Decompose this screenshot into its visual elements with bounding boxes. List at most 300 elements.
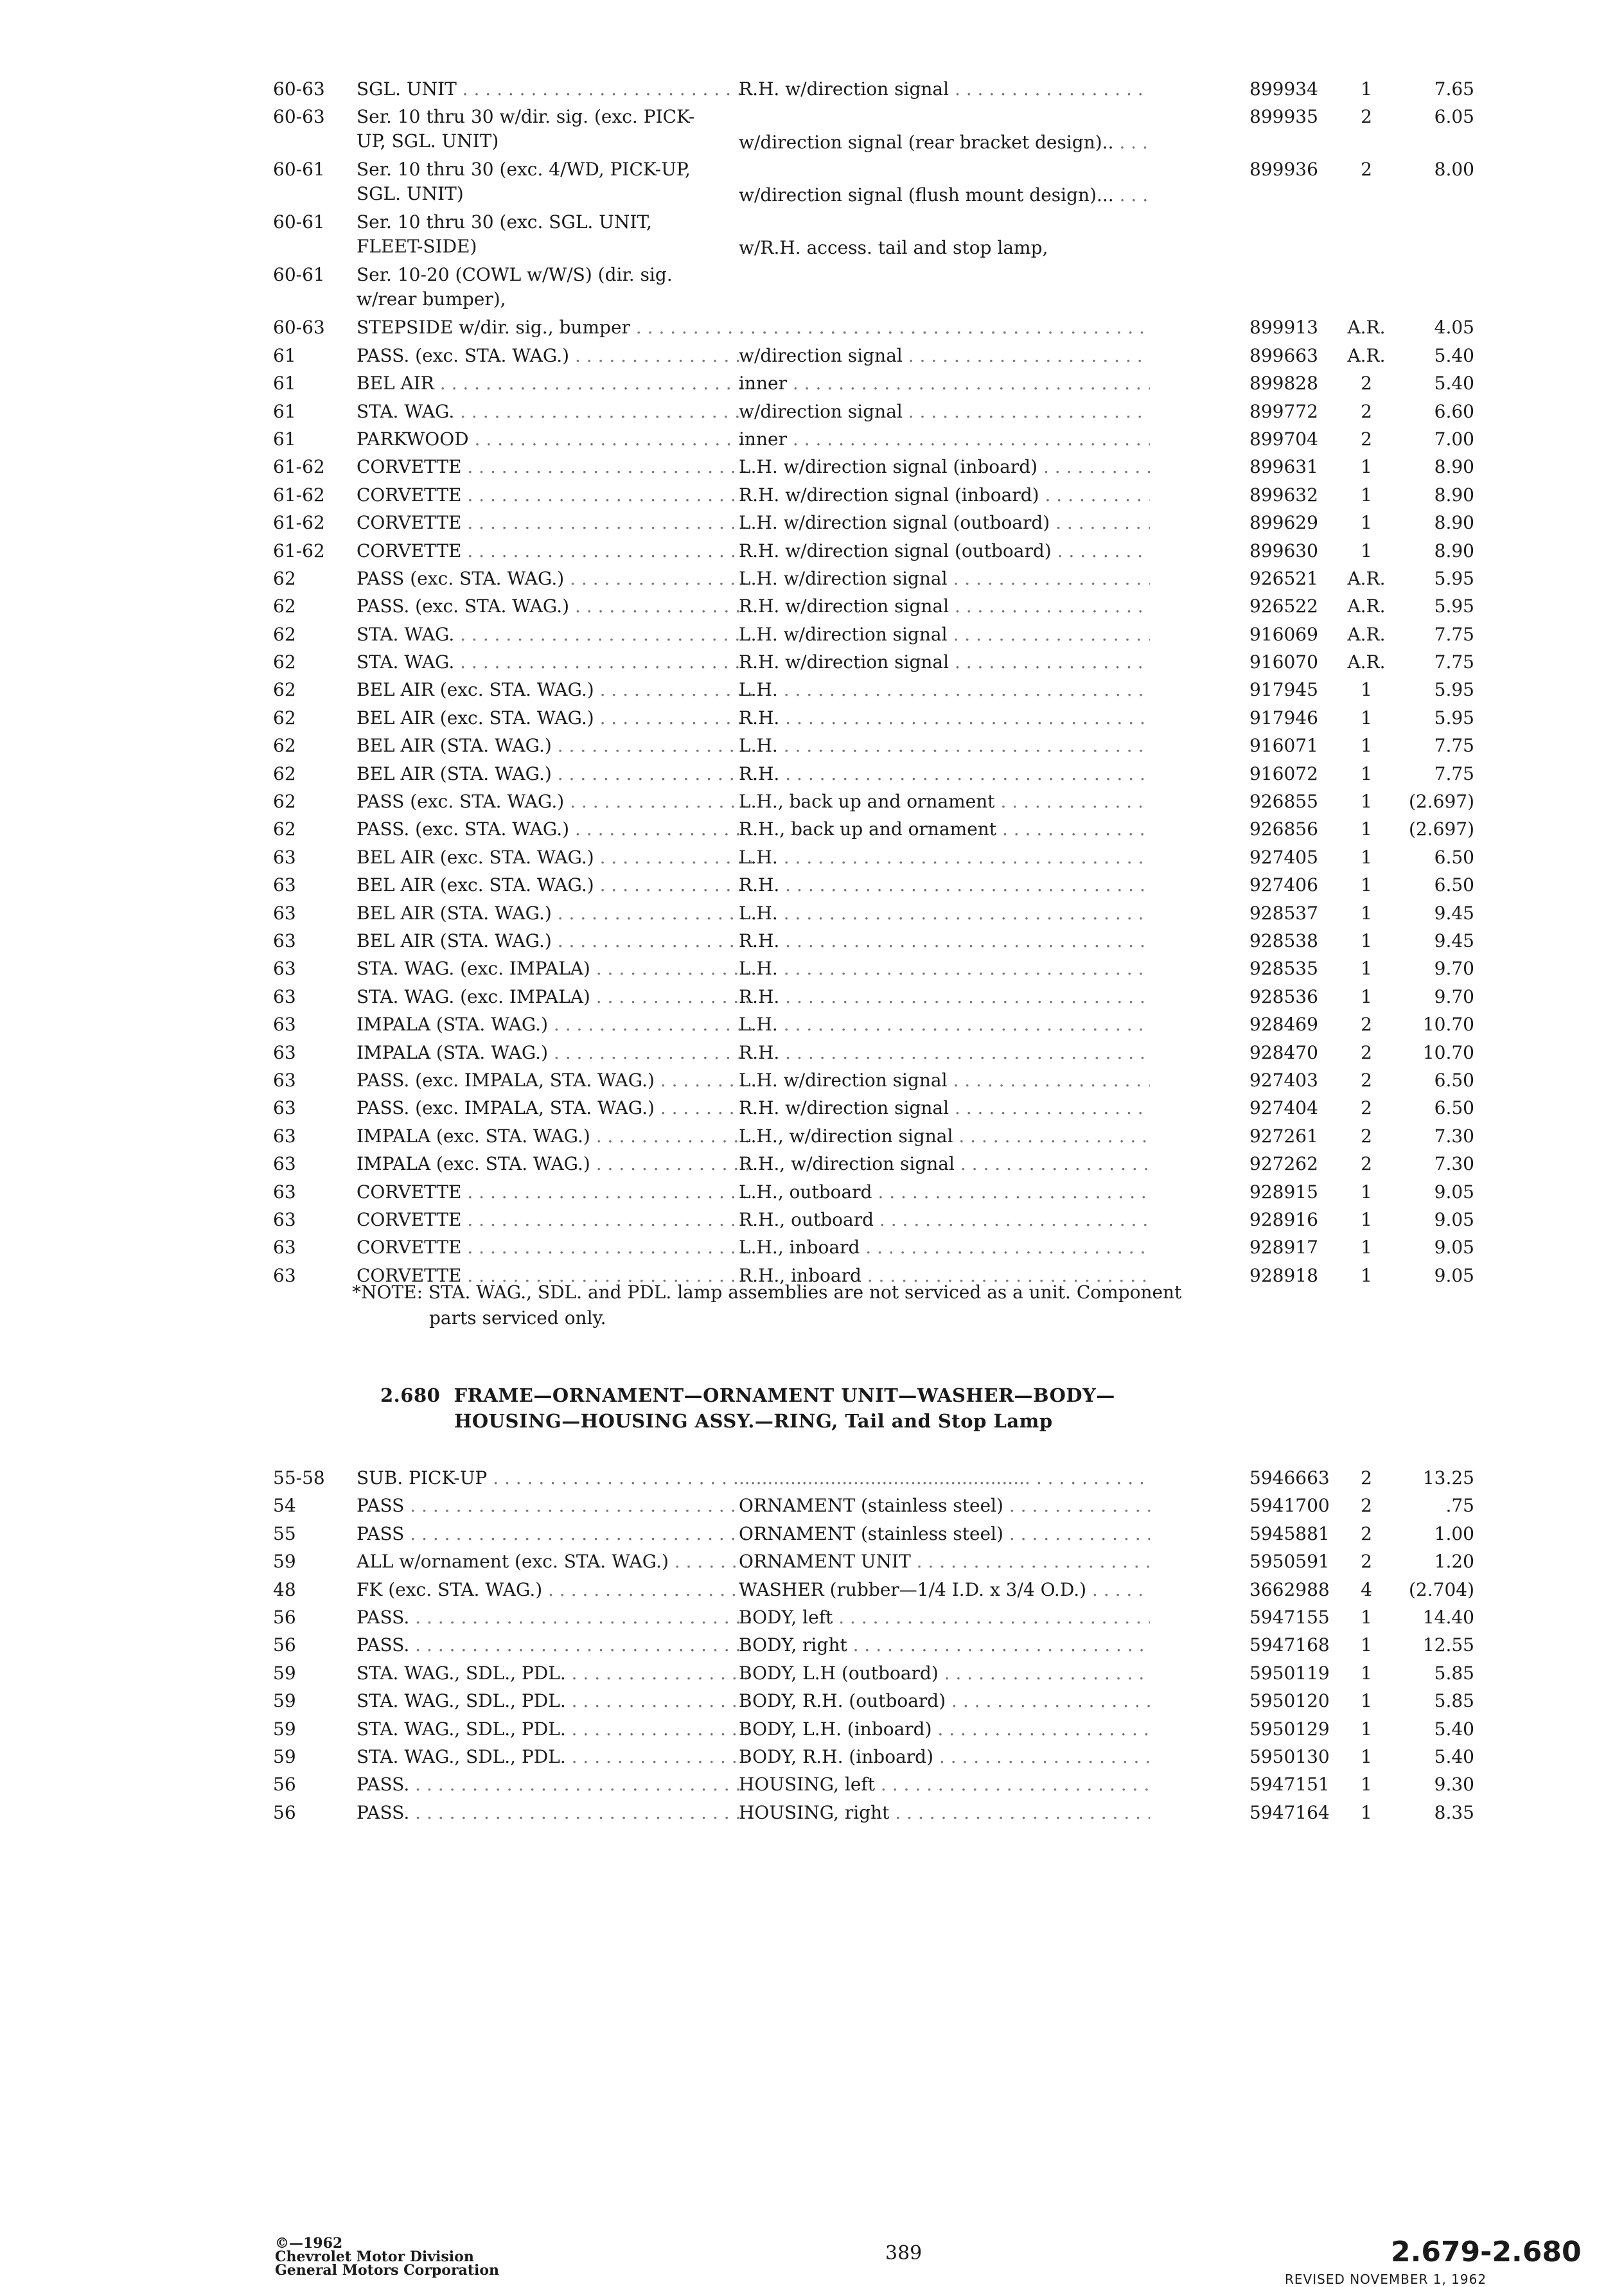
- part-number-cell: 927262: [1249, 1153, 1318, 1175]
- part-number-cell: 5950119: [1249, 1662, 1330, 1684]
- description-cell: BODY, left . . .: [739, 1605, 1150, 1630]
- model-cell: PASS . . .: [357, 1494, 755, 1518]
- year-cell: 60-63: [273, 78, 325, 100]
- table-row: [273, 845, 1481, 873]
- publisher-block: [275, 2237, 499, 2277]
- quantity-cell: 1: [1361, 540, 1372, 561]
- description-cell: L.H. . . .: [739, 678, 1150, 702]
- price-cell: 5.95: [1434, 567, 1474, 589]
- year-cell: 63: [273, 1069, 296, 1091]
- price-cell: 12.55: [1422, 1634, 1474, 1656]
- year-cell: 63: [273, 874, 296, 896]
- quantity-cell: 1: [1361, 456, 1372, 478]
- part-number-cell: 899629: [1249, 512, 1318, 534]
- year-cell: 63: [273, 1041, 296, 1063]
- year-cell: 61: [273, 400, 296, 422]
- model-cell: BEL AIR . . .: [357, 371, 755, 396]
- price-cell: 5.85: [1434, 1690, 1474, 1712]
- description-cell: w/direction signal (rear bracket design).. . . .: [739, 130, 1150, 155]
- description-cell: w/R.H. access. tail and stop lamp,: [739, 237, 1048, 259]
- table-row: [273, 483, 1481, 511]
- part-number-cell: 926856: [1249, 818, 1318, 840]
- parts-table-bottom: [273, 1466, 1481, 1828]
- description-cell: BODY, right . . .: [739, 1633, 1150, 1657]
- description-cell: [739, 315, 1150, 340]
- part-number-cell: 899631: [1249, 456, 1318, 478]
- price-cell: 5.95: [1434, 596, 1474, 617]
- model-cell: SGL. UNIT . . .: [357, 77, 755, 102]
- year-cell: 63: [273, 930, 296, 951]
- table-row: [273, 1605, 1481, 1633]
- quantity-cell: 2: [1361, 106, 1372, 128]
- part-number-cell: 5950120: [1249, 1690, 1330, 1712]
- year-cell: 61-62: [273, 512, 325, 534]
- price-cell: (2.704): [1408, 1578, 1474, 1600]
- model-cell: STA. WAG. . . .: [357, 400, 755, 424]
- year-cell: 63: [273, 958, 296, 980]
- part-number-cell: 5947151: [1249, 1774, 1330, 1796]
- part-number-cell: 928538: [1249, 930, 1318, 951]
- price-cell: 7.00: [1434, 428, 1474, 450]
- year-cell: 63: [273, 902, 296, 924]
- year-cell: 63: [273, 1208, 296, 1230]
- table-row: [273, 210, 1481, 263]
- table-row: [273, 1550, 1481, 1577]
- description-cell: R.H. w/direction signal . . .: [739, 1096, 1150, 1120]
- description-cell: R.H., inboard . . .: [739, 1264, 1150, 1288]
- model-cell: IMPALA (STA. WAG.) . . .: [357, 1012, 755, 1037]
- year-cell: 63: [273, 985, 296, 1007]
- quantity-cell: 1: [1361, 1774, 1372, 1796]
- description-cell: BODY, L.H. (inboard) . . .: [739, 1717, 1150, 1742]
- price-cell: 8.90: [1434, 456, 1474, 478]
- price-cell: 9.05: [1434, 1237, 1474, 1258]
- year-cell: 62: [273, 735, 296, 757]
- part-number-cell: 5946663: [1249, 1467, 1330, 1488]
- model-cell: STA. WAG., SDL., PDL. . . .: [357, 1717, 755, 1742]
- description-cell: R.H., outboard . . .: [739, 1208, 1150, 1232]
- description-cell: L.H. w/direction signal (inboard) . . .: [739, 455, 1150, 479]
- year-cell: 56: [273, 1774, 296, 1796]
- description-cell: R.H. . . .: [739, 985, 1150, 1009]
- model-cell: PASS. (exc. STA. WAG.) . . .: [357, 817, 755, 842]
- part-number-cell: 926521: [1249, 567, 1318, 589]
- description-cell: R.H. . . .: [739, 873, 1150, 897]
- description-cell: ORNAMENT (stainless steel) . . .: [739, 1522, 1150, 1546]
- model-cell: CORVETTE . . .: [357, 455, 755, 479]
- price-cell: 5.95: [1434, 707, 1474, 728]
- table-row: [273, 734, 1481, 761]
- part-number-cell: 917946: [1249, 707, 1318, 728]
- model-cell: PASS (exc. STA. WAG.) . . .: [357, 790, 755, 814]
- price-cell: 5.40: [1434, 1718, 1474, 1740]
- model-cell: PASS . . .: [357, 1522, 755, 1546]
- table-row: [273, 539, 1481, 567]
- quantity-cell: 1: [1361, 735, 1372, 757]
- part-number-cell: 5941700: [1249, 1495, 1330, 1517]
- quantity-cell: 2: [1361, 1467, 1372, 1488]
- part-number-cell: 899828: [1249, 373, 1318, 394]
- description-cell: HOUSING, left . . .: [739, 1772, 1150, 1797]
- table-row: [273, 1152, 1481, 1179]
- model-cell: STA. WAG., SDL., PDL. . . .: [357, 1745, 755, 1769]
- note-line-2: parts serviced only.: [429, 1307, 606, 1329]
- year-cell: 60-61: [273, 211, 325, 233]
- part-number-cell: 917945: [1249, 679, 1318, 701]
- price-cell: 9.30: [1434, 1774, 1474, 1796]
- part-number-cell: 5947155: [1249, 1606, 1330, 1628]
- description-cell: L.H. w/direction signal . . .: [739, 567, 1150, 591]
- price-cell: 9.70: [1434, 985, 1474, 1007]
- description-cell: R.H. . . .: [739, 762, 1150, 786]
- description-cell: R.H. w/direction signal (inboard) . . .: [739, 483, 1150, 508]
- part-number-cell: 928917: [1249, 1237, 1318, 1258]
- price-cell: 9.05: [1434, 1208, 1474, 1230]
- model-cell: PASS. . . .: [357, 1801, 755, 1825]
- description-cell: BODY, R.H. (outboard) . . .: [739, 1689, 1150, 1713]
- part-number-cell: 899704: [1249, 428, 1318, 450]
- year-cell: 56: [273, 1634, 296, 1656]
- price-cell: 9.05: [1434, 1264, 1474, 1286]
- price-cell: 14.40: [1422, 1606, 1474, 1628]
- table-row: [273, 344, 1481, 371]
- service-note: [352, 1280, 1277, 1331]
- model-cell: PASS. (exc. IMPALA, STA. WAG.) . . .: [357, 1096, 755, 1120]
- quantity-cell: 2: [1361, 400, 1372, 422]
- year-cell: 61-62: [273, 484, 325, 506]
- part-number-cell: 899632: [1249, 484, 1318, 506]
- description-cell: w/direction signal . . .: [739, 344, 1150, 368]
- price-cell: 1.00: [1434, 1523, 1474, 1544]
- description-cell: R.H. . . .: [739, 1041, 1150, 1065]
- model-cell: BEL AIR (exc. STA. WAG.) . . .: [357, 873, 755, 897]
- part-number-cell: 928470: [1249, 1041, 1318, 1063]
- quantity-cell: A.R.: [1347, 596, 1386, 617]
- description-cell: WASHER (rubber—1/4 I.D. x 3/4 O.D.) . . .: [739, 1578, 1150, 1602]
- description-cell: L.H., back up and ornament . . .: [739, 790, 1150, 814]
- price-cell: 5.85: [1434, 1662, 1474, 1684]
- table-row: [273, 1068, 1481, 1096]
- price-cell: 7.30: [1434, 1125, 1474, 1147]
- page-number: 389: [885, 2242, 922, 2265]
- quantity-cell: 2: [1361, 1551, 1372, 1573]
- quantity-cell: 2: [1361, 1014, 1372, 1036]
- price-cell: 5.40: [1434, 344, 1474, 366]
- year-cell: 62: [273, 623, 296, 645]
- description-cell: [739, 1466, 1150, 1490]
- year-cell: 61-62: [273, 456, 325, 478]
- price-cell: .75: [1445, 1495, 1474, 1517]
- table-row: [273, 1745, 1481, 1772]
- price-cell: 7.75: [1434, 623, 1474, 645]
- year-cell: 61-62: [273, 540, 325, 561]
- model-cell: PASS. . . .: [357, 1633, 755, 1657]
- price-cell: 9.70: [1434, 958, 1474, 980]
- part-number-cell: 928915: [1249, 1181, 1318, 1203]
- quantity-cell: 2: [1361, 428, 1372, 450]
- year-cell: 63: [273, 1125, 296, 1147]
- table-row: [273, 567, 1481, 594]
- table-row: [273, 1689, 1481, 1717]
- price-cell: 6.50: [1434, 846, 1474, 868]
- year-cell: 59: [273, 1718, 296, 1740]
- quantity-cell: 2: [1361, 1153, 1372, 1175]
- description-cell: R.H., back up and ornament . . .: [739, 817, 1150, 842]
- table-row: [273, 427, 1481, 455]
- model-cell: CORVETTE . . .: [357, 1235, 755, 1260]
- model-cell: STA. WAG. . . .: [357, 650, 755, 675]
- price-cell: 9.05: [1434, 1181, 1474, 1203]
- description-cell: L.H. . . .: [739, 957, 1150, 981]
- table-row: [273, 1096, 1481, 1124]
- quantity-cell: 2: [1361, 1069, 1372, 1091]
- year-cell: 60-63: [273, 317, 325, 339]
- table-row: [273, 678, 1481, 705]
- part-number-cell: 5947164: [1249, 1801, 1330, 1823]
- revision-date: REVISED NOVEMBER 1, 1962: [1285, 2272, 1487, 2287]
- year-cell: 63: [273, 846, 296, 868]
- division-name: Chevrolet Motor Division: [275, 2248, 474, 2265]
- price-cell: 4.05: [1434, 317, 1474, 339]
- quantity-cell: 1: [1361, 1745, 1372, 1767]
- part-number-cell: 899772: [1249, 400, 1318, 422]
- year-cell: 62: [273, 791, 296, 813]
- copyright: ©—1962: [275, 2235, 343, 2252]
- price-cell: 6.60: [1434, 400, 1474, 422]
- quantity-cell: 1: [1361, 78, 1372, 100]
- part-number-cell: 916070: [1249, 651, 1318, 673]
- year-cell: 63: [273, 1014, 296, 1036]
- table-row: [273, 1578, 1481, 1605]
- price-cell: 8.00: [1434, 159, 1474, 181]
- part-number-cell: 927405: [1249, 846, 1318, 868]
- description-cell: ORNAMENT (stainless steel) . . .: [739, 1494, 1150, 1518]
- part-number-cell: 927403: [1249, 1069, 1318, 1091]
- part-number-cell: 899630: [1249, 540, 1318, 561]
- quantity-cell: 2: [1361, 1125, 1372, 1147]
- year-cell: 62: [273, 567, 296, 589]
- table-row: [273, 1772, 1481, 1800]
- model-cell: CORVETTE . . .: [357, 1264, 755, 1288]
- table-row: [273, 105, 1481, 157]
- description-cell: L.H., inboard . . .: [739, 1235, 1150, 1260]
- price-cell: 6.50: [1434, 874, 1474, 896]
- table-row: [273, 1801, 1481, 1828]
- price-cell: 7.75: [1434, 735, 1474, 757]
- part-number-cell: 926855: [1249, 791, 1318, 813]
- table-row: [273, 315, 1481, 343]
- quantity-cell: 1: [1361, 707, 1372, 728]
- year-cell: 63: [273, 1181, 296, 1203]
- section-title-line-2: HOUSING—HOUSING ASSY.—RING, Tail and Stop Lamp: [454, 1410, 1053, 1432]
- quantity-cell: 1: [1361, 1237, 1372, 1258]
- part-number-cell: 928537: [1249, 902, 1318, 924]
- table-row: [273, 901, 1481, 929]
- year-cell: 60-63: [273, 106, 325, 128]
- part-number-cell: 5950129: [1249, 1718, 1330, 1740]
- model-cell: PARKWOOD . . .: [357, 427, 755, 452]
- model-cell: PASS. (exc. IMPALA, STA. WAG.) . . .: [357, 1068, 755, 1093]
- part-number-cell: 3662988: [1249, 1578, 1330, 1600]
- quantity-cell: 1: [1361, 1264, 1372, 1286]
- description-cell: L.H. . . .: [739, 734, 1150, 758]
- year-cell: 59: [273, 1745, 296, 1767]
- quantity-cell: 1: [1361, 874, 1372, 896]
- model-cell: Ser. 10-20 (COWL w/W/S) (dir. sig. w/rear bumper),: [357, 264, 673, 310]
- description-cell: L.H. w/direction signal . . .: [739, 1068, 1150, 1093]
- section-number: 2.680: [380, 1384, 441, 1406]
- part-number-cell: 899935: [1249, 106, 1318, 128]
- table-row: [273, 1522, 1481, 1550]
- table-row: [273, 1235, 1481, 1263]
- year-cell: 62: [273, 651, 296, 673]
- quantity-cell: 1: [1361, 791, 1372, 813]
- part-number-cell: 928535: [1249, 958, 1318, 980]
- year-cell: 62: [273, 763, 296, 784]
- price-cell: 8.90: [1434, 484, 1474, 506]
- description-cell: L.H., outboard . . .: [739, 1180, 1150, 1205]
- price-cell: 13.25: [1422, 1467, 1474, 1488]
- description-cell: inner . . .: [739, 427, 1150, 452]
- part-number-cell: 5950591: [1249, 1551, 1330, 1573]
- note-line-1: *NOTE: STA. WAG., SDL. and PDL. lamp assemblies are not serviced as a unit. Component: [352, 1282, 1182, 1303]
- part-number-cell: 927406: [1249, 874, 1318, 896]
- description-cell: HOUSING, right . . .: [739, 1801, 1150, 1825]
- table-row: [273, 157, 1481, 210]
- quantity-cell: 1: [1361, 1208, 1372, 1230]
- year-cell: 62: [273, 707, 296, 728]
- description-cell: L.H. . . .: [739, 1012, 1150, 1037]
- description-cell: L.H. . . .: [739, 901, 1150, 926]
- model-cell: STA. WAG. (exc. IMPALA) . . .: [357, 985, 755, 1009]
- price-cell: 8.90: [1434, 540, 1474, 561]
- year-cell: 60-61: [273, 264, 325, 286]
- part-number-cell: 5947168: [1249, 1634, 1330, 1656]
- description-cell: L.H. w/direction signal (outboard) . . .: [739, 511, 1150, 535]
- corporation-name: General Motors Corporation: [275, 2262, 500, 2279]
- price-cell: 10.70: [1422, 1041, 1474, 1063]
- table-row: [273, 400, 1481, 427]
- model-cell: BEL AIR (STA. WAG.) . . .: [357, 901, 755, 926]
- quantity-cell: 1: [1361, 985, 1372, 1007]
- quantity-cell: 1: [1361, 818, 1372, 840]
- part-number-cell: 916069: [1249, 623, 1318, 645]
- year-cell: 63: [273, 1097, 296, 1119]
- model-cell: Ser. 10 thru 30 w/dir. sig. (exc. PICK-UP, SGL. UNIT): [357, 106, 695, 152]
- part-number-cell: 5945881: [1249, 1523, 1330, 1544]
- year-cell: 61: [273, 373, 296, 394]
- year-cell: 63: [273, 1264, 296, 1286]
- table-row: [273, 929, 1481, 957]
- quantity-cell: 1: [1361, 679, 1372, 701]
- table-row: [273, 1494, 1481, 1521]
- section-heading: [380, 1382, 1280, 1434]
- quantity-cell: 1: [1361, 1634, 1372, 1656]
- model-cell: SUB. PICK-UP . . .: [357, 1466, 1025, 1490]
- part-number-cell: 928918: [1249, 1264, 1318, 1286]
- quantity-cell: A.R.: [1347, 651, 1386, 673]
- model-cell: BEL AIR (STA. WAG.) . . .: [357, 929, 755, 953]
- price-cell: (2.697): [1408, 818, 1474, 840]
- quantity-cell: 1: [1361, 512, 1372, 534]
- quantity-cell: 1: [1361, 1181, 1372, 1203]
- part-number-cell: 928536: [1249, 985, 1318, 1007]
- part-number-cell: 899934: [1249, 78, 1318, 100]
- table-row: [273, 985, 1481, 1012]
- price-cell: 9.45: [1434, 930, 1474, 951]
- quantity-cell: 1: [1361, 1801, 1372, 1823]
- model-cell: STA. WAG. . . .: [357, 623, 755, 647]
- year-cell: 55: [273, 1523, 296, 1544]
- year-cell: 48: [273, 1578, 296, 1600]
- quantity-cell: 2: [1361, 1041, 1372, 1063]
- part-number-cell: 5950130: [1249, 1745, 1330, 1767]
- table-row: [273, 594, 1481, 622]
- year-cell: 61: [273, 344, 296, 366]
- description-cell: w/direction signal . . .: [739, 400, 1150, 424]
- year-cell: 55-58: [273, 1467, 325, 1488]
- description-cell: R.H. . . .: [739, 706, 1150, 730]
- model-cell: Ser. 10 thru 30 (exc. SGL. UNIT, FLEET-SIDE): [357, 211, 652, 258]
- model-cell: BEL AIR (exc. STA. WAG.) . . .: [357, 845, 755, 870]
- description-cell: R.H. w/direction signal . . .: [739, 77, 1150, 102]
- year-cell: 62: [273, 679, 296, 701]
- price-cell: 6.50: [1434, 1069, 1474, 1091]
- model-cell: CORVETTE . . .: [357, 1180, 755, 1205]
- table-row: [273, 77, 1481, 105]
- table-row: [273, 263, 1481, 315]
- year-cell: 63: [273, 1237, 296, 1258]
- quantity-cell: 1: [1361, 1606, 1372, 1628]
- part-number-cell: 899663: [1249, 344, 1318, 366]
- part-number-cell: 928916: [1249, 1208, 1318, 1230]
- quantity-cell: 1: [1361, 763, 1372, 784]
- section-range: 2.679-2.680: [1391, 2236, 1582, 2268]
- model-cell: PASS. . . .: [357, 1605, 755, 1630]
- part-number-cell: 927404: [1249, 1097, 1318, 1119]
- model-cell: PASS. . . .: [357, 1772, 755, 1797]
- year-cell: 59: [273, 1690, 296, 1712]
- year-cell: 63: [273, 1153, 296, 1175]
- table-row: [273, 762, 1481, 790]
- price-cell: 8.90: [1434, 512, 1474, 534]
- model-cell: STA. WAG., SDL., PDL. . . .: [357, 1661, 755, 1686]
- table-row: [273, 1180, 1481, 1208]
- description-cell: L.H. w/direction signal . . .: [739, 623, 1150, 647]
- table-row: [273, 706, 1481, 734]
- quantity-cell: 1: [1361, 1718, 1372, 1740]
- year-cell: 61: [273, 428, 296, 450]
- model-cell: CORVETTE . . .: [357, 539, 755, 563]
- table-row: [273, 371, 1481, 399]
- table-row: [273, 650, 1481, 678]
- model-cell: PASS. (exc. STA. WAG.) . . .: [357, 344, 755, 368]
- quantity-cell: 1: [1361, 846, 1372, 868]
- quantity-cell: 1: [1361, 902, 1372, 924]
- table-row: [273, 1466, 1481, 1494]
- quantity-cell: 2: [1361, 1495, 1372, 1517]
- quantity-cell: A.R.: [1347, 317, 1386, 339]
- quantity-cell: 2: [1361, 373, 1372, 394]
- table-row: [273, 1124, 1481, 1152]
- quantity-cell: A.R.: [1347, 567, 1386, 589]
- model-cell: BEL AIR (exc. STA. WAG.) . . .: [357, 678, 755, 702]
- year-cell: 59: [273, 1662, 296, 1684]
- price-cell: 5.40: [1434, 1745, 1474, 1767]
- quantity-cell: 2: [1361, 1097, 1372, 1119]
- quantity-cell: A.R.: [1347, 623, 1386, 645]
- model-cell: CORVETTE . . .: [357, 483, 755, 508]
